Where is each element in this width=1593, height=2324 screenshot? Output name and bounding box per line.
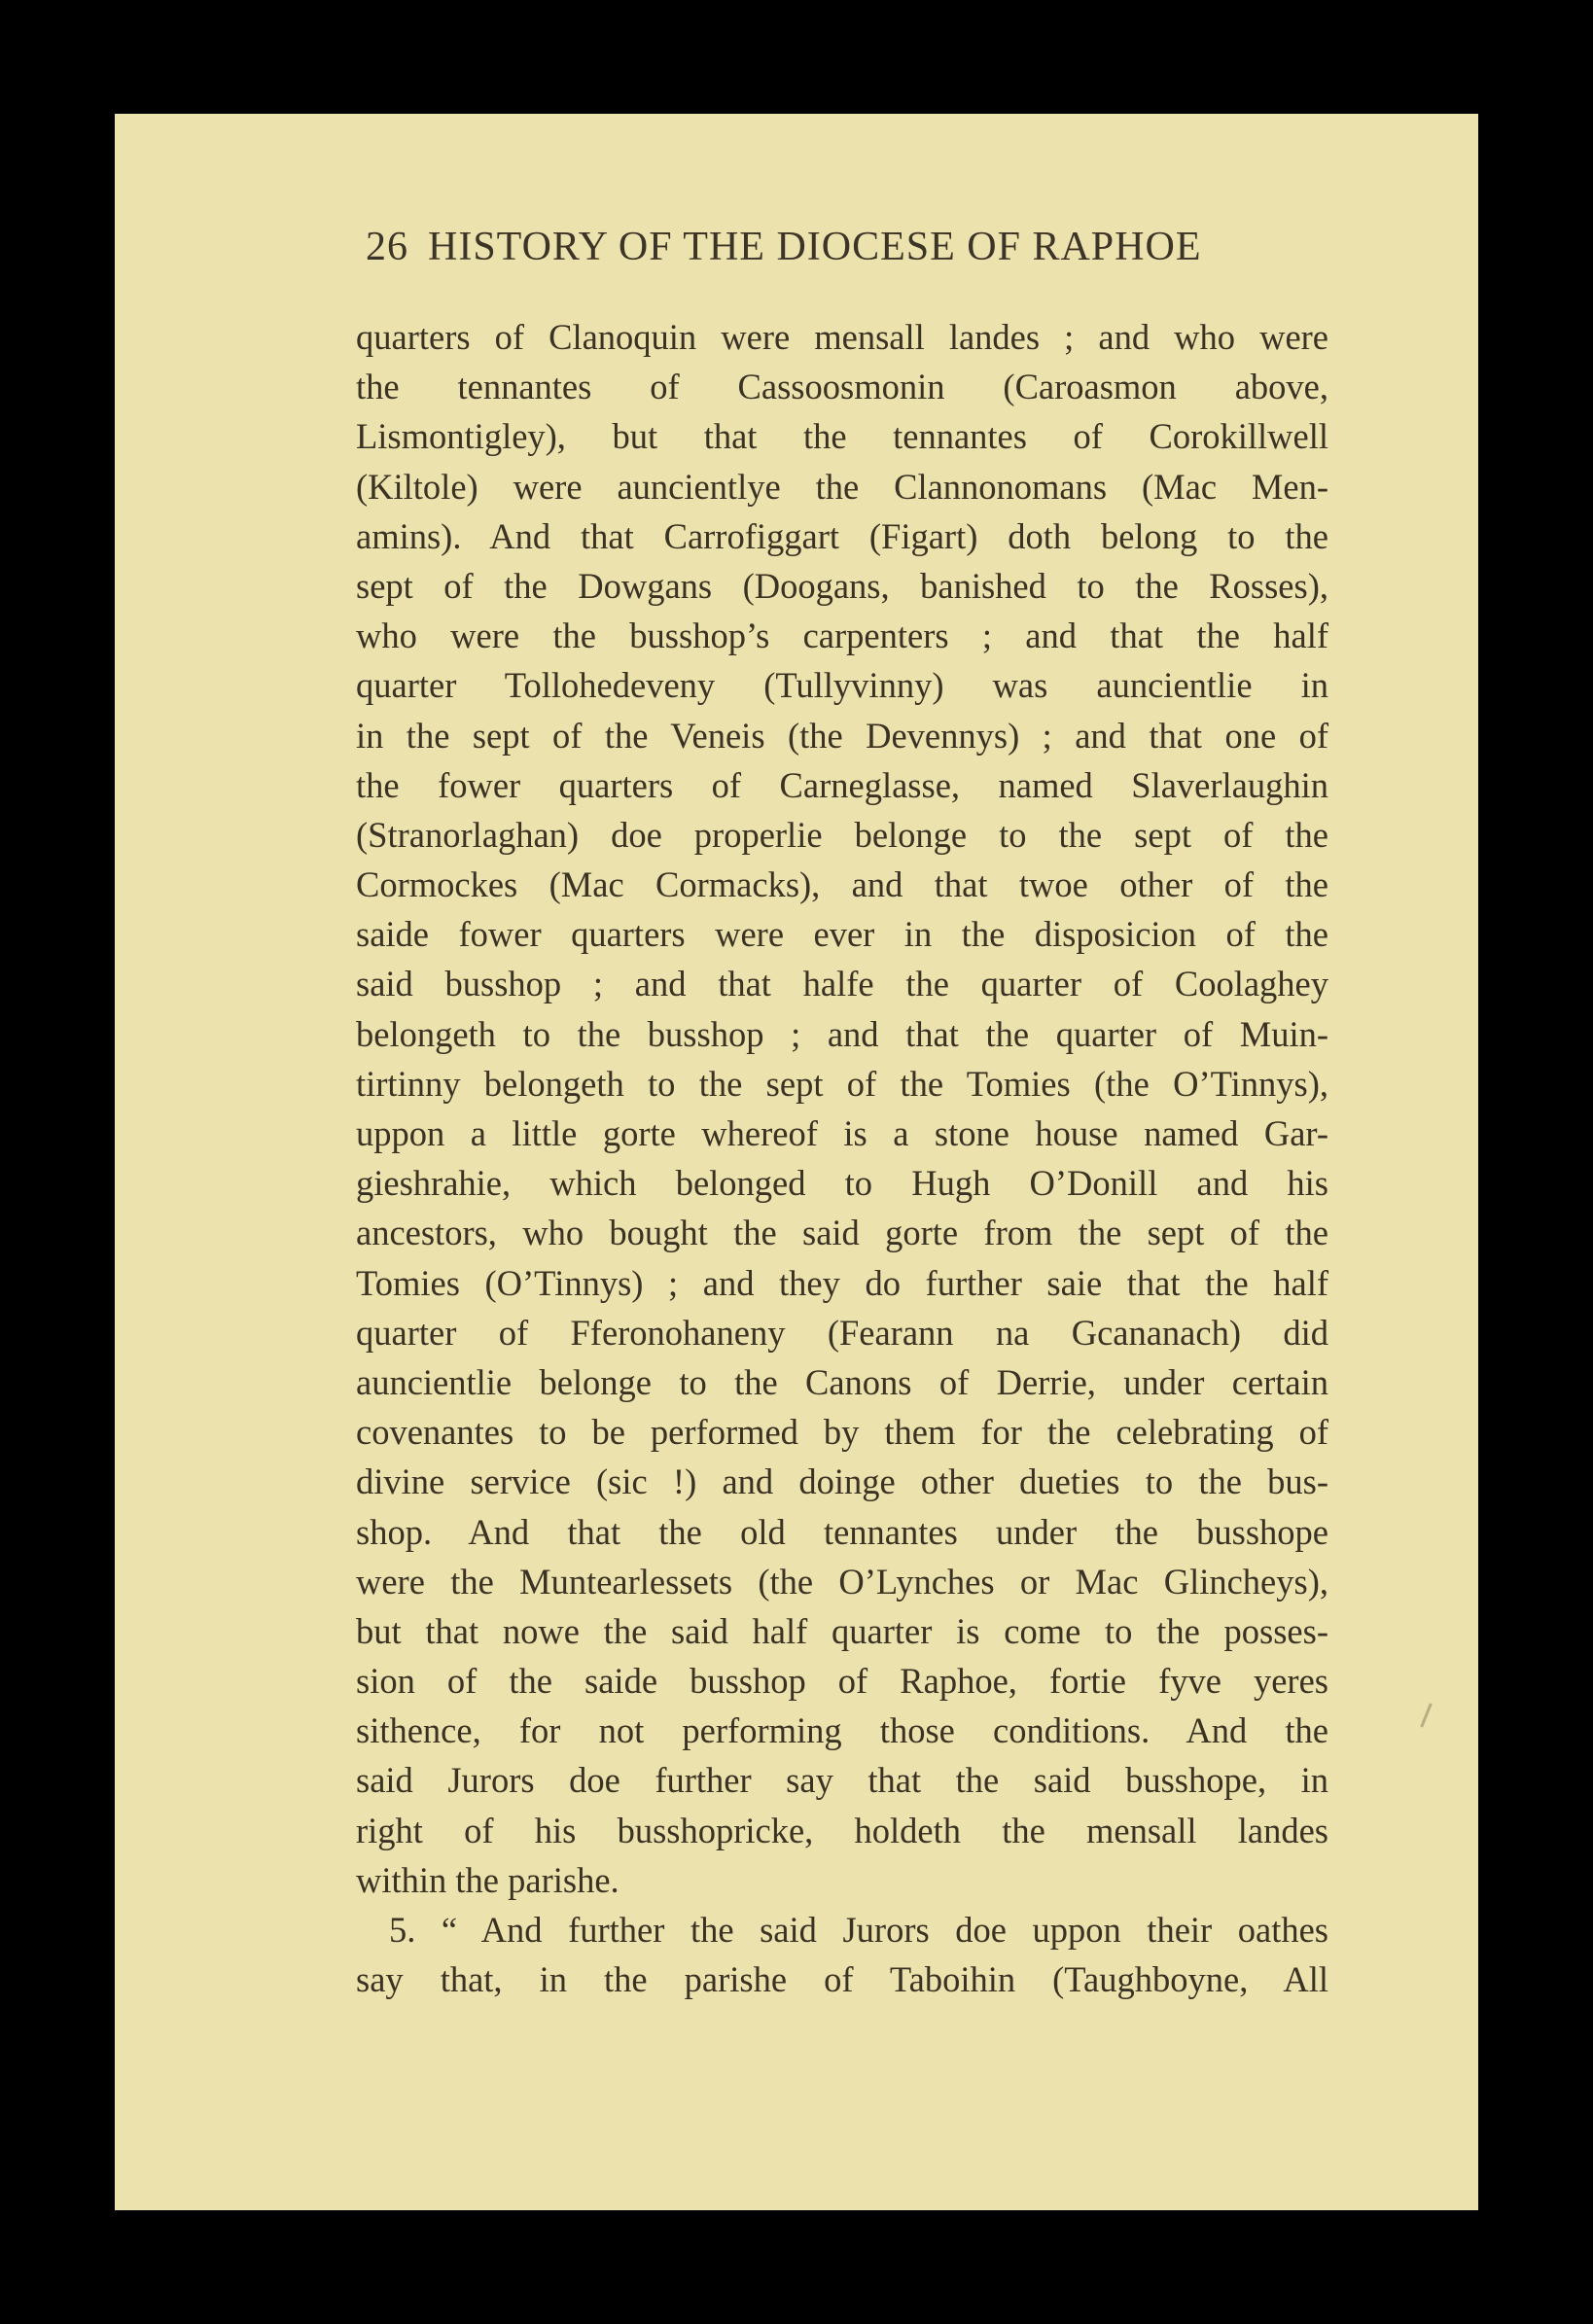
text-line: quarter of Fferonohaneny (Fearann na Gcananach) did xyxy=(356,1312,1328,1353)
text-line: sion of the saide busshop of Raphoe, fortie fyve yeres xyxy=(356,1661,1328,1702)
text-line: tirtinny belongeth to the sept of the Tomies (the O’Tinnys), xyxy=(356,1063,1328,1104)
book-page xyxy=(115,114,1478,2210)
text-line: right of his busshopricke, holdeth the mensall landes xyxy=(356,1810,1328,1850)
text-line: said Jurors doe further say that the said busshope, in xyxy=(356,1760,1328,1801)
body-text xyxy=(356,312,1328,2004)
text-line: were the Muntearlessets (the O’Lynches or Mac Glincheys), xyxy=(356,1561,1328,1602)
text-line: auncientlie belonge to the Canons of Derrie, under certain xyxy=(356,1361,1328,1402)
text-line: amins). And that Carrofiggart (Figart) doth belong to the xyxy=(356,515,1328,556)
text-line: who were the busshop’s carpenters ; and that the half xyxy=(356,616,1328,656)
text-line: but that nowe the said half quarter is come to the posses- xyxy=(356,1610,1328,1651)
text-line: say that, in the parishe of Taboihin (Taughboyne, All xyxy=(356,1959,1328,2000)
text-line: Tomies (O’Tinnys) ; and they do further saie that the half xyxy=(356,1262,1328,1303)
pencil-mark xyxy=(1420,1703,1433,1727)
text-line: Cormockes (Mac Cormacks), and that twoe other of the xyxy=(356,864,1328,905)
text-line: in the sept of the Veneis (the Devennys) ; and that one of xyxy=(356,715,1328,756)
text-line: ancestors, who bought the said gorte from the sept of the xyxy=(356,1213,1328,1253)
text-line: covenantes to be performed by them for the celebrating of xyxy=(356,1412,1328,1453)
text-line: Lismontigley), but that the tennantes of Corokillwell xyxy=(356,416,1328,457)
text-line: belongeth to the busshop ; and that the quarter of Muin- xyxy=(356,1013,1328,1054)
text-line: within the parishe. xyxy=(356,1859,620,1900)
text-line: the fower quarters of Carneglasse, named Slaverlaughin xyxy=(356,764,1328,805)
text-line: quarter Tollohedeveny (Tullyvinny) was auncientlie in xyxy=(356,665,1328,706)
page-number: 26 xyxy=(366,225,408,269)
text-line: sithence, for not performing those conditions. And the xyxy=(356,1710,1328,1751)
text-line: the tennantes of Cassoosmonin (Caroasmon above, xyxy=(356,367,1328,407)
text-line: sept of the Dowgans (Doogans, banished to the Rosses), xyxy=(356,565,1328,606)
text-line: (Kiltole) were auncientlye the Clannonomans (Mac Men- xyxy=(356,466,1328,507)
text-line: uppon a little gorte whereof is a stone house named Gar- xyxy=(356,1113,1328,1153)
running-title: HISTORY OF THE DIOCESE OF RAPHOE xyxy=(428,225,1202,269)
paragraph-start-line: 5. “ And further the said Jurors doe uppon their oathes xyxy=(389,1910,1328,1950)
text-line: shop. And that the old tennantes under the busshope xyxy=(356,1511,1328,1552)
text-line: saide fower quarters were ever in the disposicion of the xyxy=(356,914,1328,955)
running-head xyxy=(366,224,1435,270)
text-line: gieshrahie, which belonged to Hugh O’Donill and his xyxy=(356,1163,1328,1204)
text-line: said busshop ; and that halfe the quarter of Coolaghey xyxy=(356,964,1328,1004)
text-line: quarters of Clanoquin were mensall landes ; and who were xyxy=(356,317,1328,357)
text-line: divine service (sic !) and doinge other dueties to the bus- xyxy=(356,1461,1328,1502)
text-line: (Stranorlaghan) doe properlie belonge to the sept of the xyxy=(356,814,1328,855)
